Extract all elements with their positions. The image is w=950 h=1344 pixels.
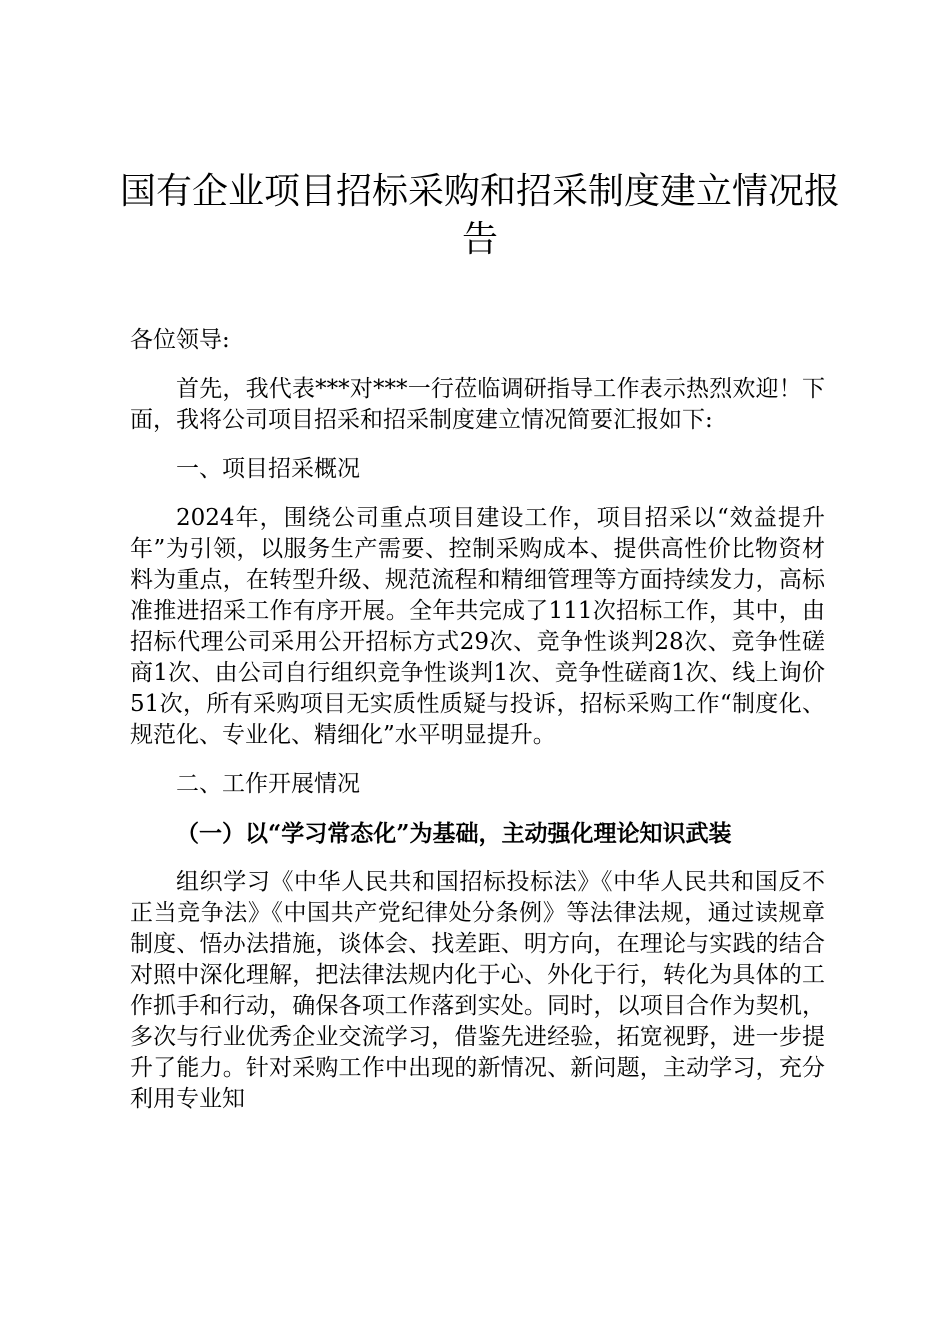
- section-1-paragraph: 2024年，围绕公司重点项目建设工作，项目招采以“效益提升年”为引领，以服务生产需要、控制采购成本、提供高性价比物资材料为重点，在转型升级、规范流程和精细管理等方面持续发力，高标准推进招采工作有序开展。全年共完成了111次招标工作，其中，由招标代理公司采用公开招标方式29次、竞争性谈判28次、竞争性磋商1次、由公司自行组织竞争性谈判1次、竞争性磋商1次、线上询价51次，所有采购项目无实质性质疑与投诉，招标采购工作“制度化、规范化、专业化、精细化”水平明显提升。: [130, 505, 825, 748]
- intro-paragraph: 首先，我代表***对***一行莅临调研指导工作表示热烈欢迎！下面，我将公司项目招采和招采制度建立情况简要汇报如下:: [130, 376, 825, 433]
- document-body: [130, 325, 825, 1115]
- salutation: 各位领导:: [130, 327, 230, 353]
- document-title: 国有企业项目招标采购和招采制度建立情况报告: [120, 171, 841, 260]
- subsection-1-heading: （一）以“学习常态化”为基础，主动强化理论知识武装: [176, 820, 732, 847]
- section-1-heading: 一、项目招采概况: [176, 456, 360, 482]
- section-2-heading: 二、工作开展情况: [176, 771, 360, 797]
- subsection-1-paragraph: 组织学习《中华人民共和国招标投标法》《中华人民共和国反不正当竞争法》《中国共产党纪律处分条例》等法律法规，通过读规章制度、悟办法措施，谈体会、找差距、明方向，在理论与实践的结合对照中深化理解，把法律法规内化于心、外化于行，转化为具体的工作抓手和行动，确保各项工作落到实处。同时，以项目合作为契机，多次与行业优秀企业交流学习，借鉴先进经验，拓宽视野，进一步提升了能力。针对采购工作中出现的新情况、新问题，主动学习，充分利用专业知: [130, 869, 825, 1112]
